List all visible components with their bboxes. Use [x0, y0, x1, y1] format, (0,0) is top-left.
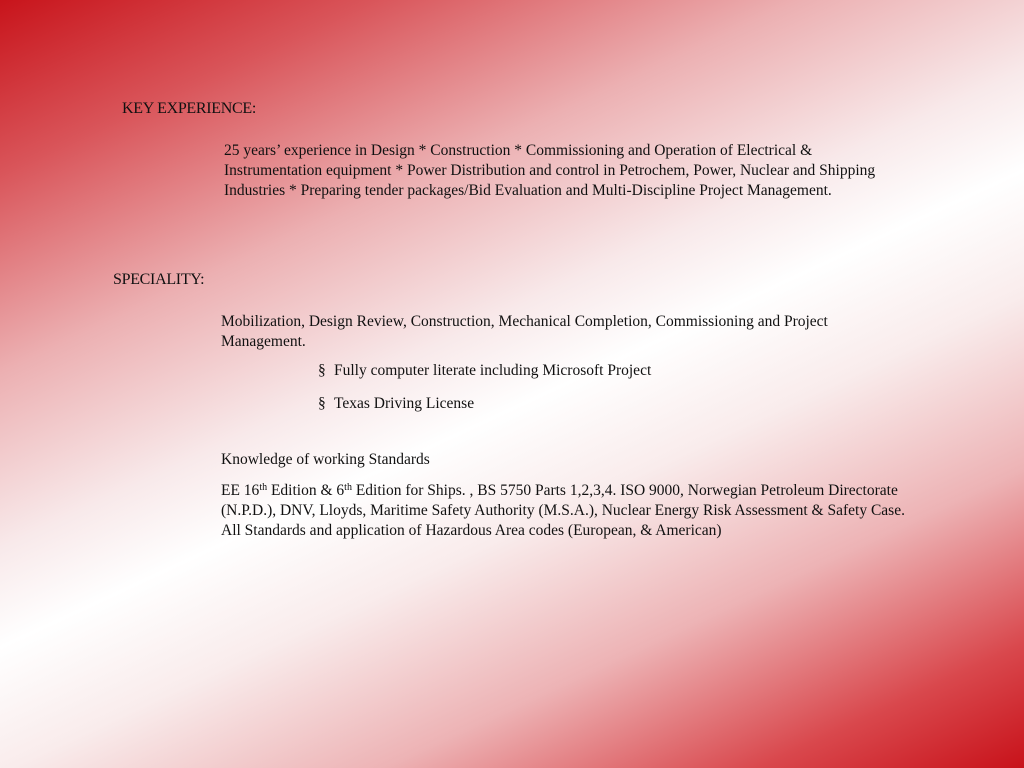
key-experience-heading: KEY EXPERIENCE:: [122, 100, 257, 117]
speciality-body: Mobilization, Design Review, Construction, Mechanical Completion, Commissioning and Project Management.: [221, 313, 828, 350]
bullet-text: Fully computer literate including Microsoft Project: [334, 362, 652, 379]
standards-body: [221, 481, 911, 541]
standards-mid-text: Edition & 6: [267, 482, 345, 499]
key-experience-body: 25 years’ experience in Design * Construction * Commissioning and Operation of Electrical & Instrumentation equipment * Power Distribution and control in Petrochem, Power, Nuclear and Shipping Industries * Preparing tender packages/Bid Evaluation and Multi-Discipline Project Management.: [224, 142, 876, 199]
bullet-icon: §: [318, 362, 326, 379]
ordinal-suffix: th: [259, 482, 268, 493]
bullet-item-computer-literate: [318, 361, 651, 381]
ordinal-suffix: th: [344, 482, 352, 493]
standards-rest: Edition for Ships. , BS 5750 Parts 1,2,3,4. ISO 9000, Norwegian Petroleum Directorate (N.P.D.), DNV, Lloyds, Maritime Safety Authority (M.S.A.), Nuclear Energy Risk Assessment & Safety Case. All Standards and application of Hazardous Area codes (European, & American): [221, 482, 905, 539]
speciality-heading: SPECIALITY:: [113, 271, 205, 288]
bullet-icon: §: [318, 395, 326, 412]
bullet-item-texas-license: [318, 394, 474, 414]
standards-heading: Knowledge of working Standards: [221, 451, 430, 468]
bullet-text: Texas Driving License: [334, 395, 475, 412]
standards-ee-prefix: EE 16: [221, 482, 260, 499]
